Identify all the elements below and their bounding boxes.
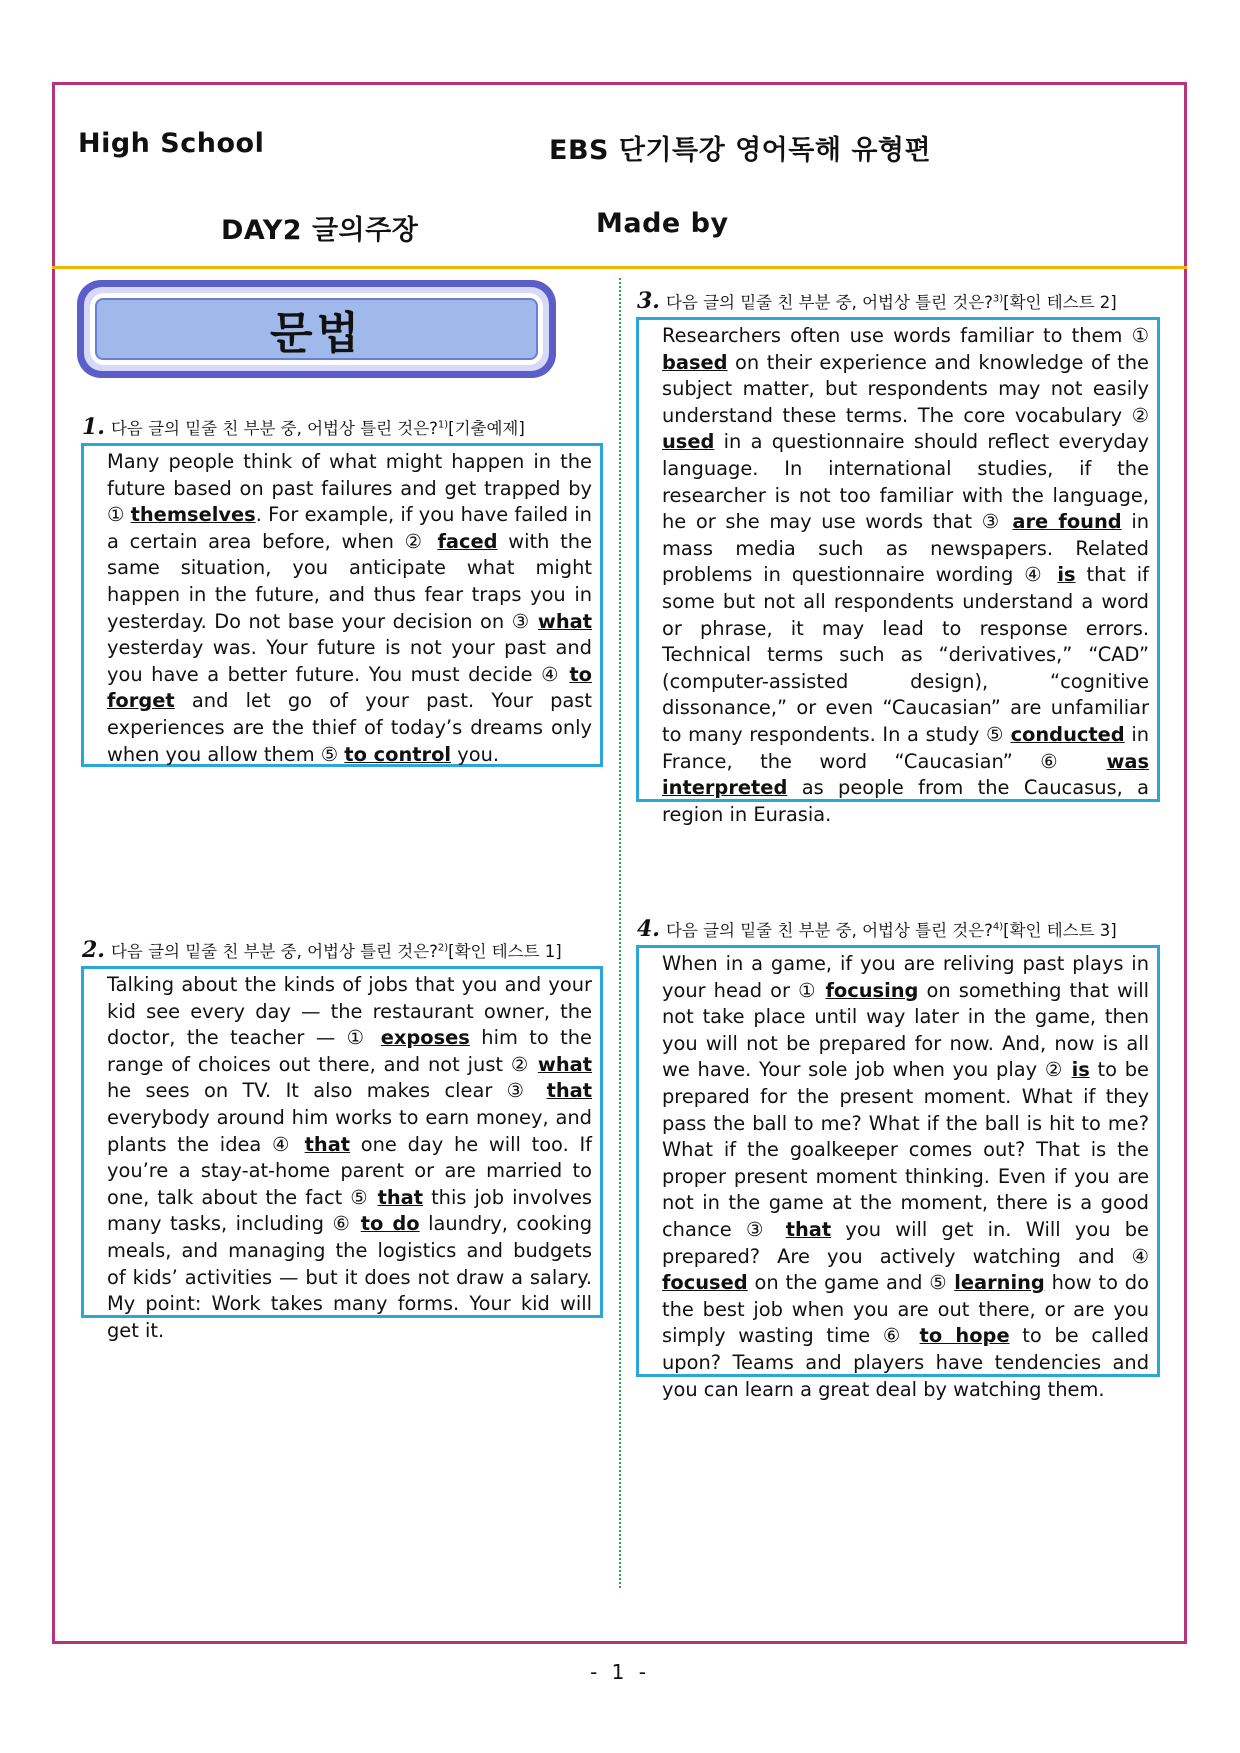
underlined-choice: that: [546, 1079, 592, 1103]
question-2-passage: [81, 966, 603, 1342]
question-prompt: 다음 글의 밑줄 친 부분 중, 어법상 틀린 것은?: [110, 942, 438, 961]
question-source: [기출예제]: [448, 419, 525, 438]
passage-segment: When in a game, if you are reliving past plays in your head or ①: [662, 952, 1149, 1002]
section-title: 문법: [95, 298, 538, 360]
page-number: - 1 -: [590, 1660, 650, 1684]
passage-segment: with the same situation, you anticipate what might happen in the future, and thus fear traps you in yesterday. Do not base your decision on ③: [107, 529, 592, 633]
underlined-choice: that: [304, 1132, 351, 1156]
passage-segment: . For example, if you have failed in a certain area before, when ②: [107, 503, 592, 553]
underlined-choice: to hope: [919, 1324, 1010, 1348]
underlined-choice: is: [1057, 563, 1076, 587]
passage-segment: on something that will not take place until way later in the game, then you will not be prepared for now. And, now is all we have. Your sole job when you play ②: [662, 978, 1149, 1082]
underlined-choice: that: [377, 1185, 424, 1209]
footnote-marker: 4): [992, 921, 1004, 933]
underlined-choice: that: [785, 1217, 832, 1241]
underlined-choice: faced: [437, 529, 498, 553]
question-prompt: 다음 글의 밑줄 친 부분 중, 어법상 틀린 것은?: [665, 293, 993, 312]
question-prompt: 다음 글의 밑줄 친 부분 중, 어법상 틀린 것은?: [665, 921, 993, 940]
passage-segment: Researchers often use words familiar to them ①: [662, 324, 1149, 347]
made-by-label: Made by: [596, 208, 729, 239]
passage-text: [94, 449, 592, 768]
underlined-choice: learning: [954, 1271, 1045, 1295]
underlined-choice: to control: [344, 742, 452, 766]
passage-segment: in France, the word “Caucasian” ⑥: [662, 722, 1150, 773]
passage-segment: this job involves many tasks, including ⑥: [107, 1185, 592, 1236]
question-prompt: 다음 글의 밑줄 친 부분 중, 어법상 틀린 것은?: [110, 419, 438, 438]
question-1-label: [82, 414, 525, 440]
passage-segment: that if some but not all respondents understand a word or phrase, it may lead to response errors. Technical terms such as “derivatives,” “CAD” (computer-assisted design), “cognitive dissonance,” or even “Caucasian” are unfamiliar to many respondents. In a study ⑤: [662, 563, 1150, 746]
passage-segment: how to do the best job when you are out there, or are you simply wasting time ⑥: [662, 1271, 1149, 1348]
underlined-choice: what: [537, 609, 592, 633]
passage-segment: you will get in. Will you be prepared? Are you actively watching and ④: [662, 1217, 1149, 1268]
underlined-choice: focused: [662, 1271, 748, 1295]
question-4-passage: [636, 945, 1160, 1401]
footnote-marker: 1): [437, 419, 449, 431]
question-3-passage: [636, 317, 1160, 826]
passage-segment: in a questionnaire should reflect everyday language. In international studies, if the researcher is not too familiar with the language, he or she may use words that ③: [662, 430, 1149, 534]
question-number: 4.: [637, 916, 660, 942]
underlined-choice: themselves: [130, 503, 256, 527]
question-3-label: [637, 288, 1117, 314]
passage-segment: as people from the Caucasus, a region in Eurasia.: [662, 776, 1149, 826]
underlined-choice: to do: [360, 1212, 420, 1236]
passage-segment: everybody around him works to earn money, and plants the idea ④: [107, 1105, 592, 1156]
school-label: High School: [78, 128, 265, 159]
day-topic: DAY2 글의주장: [221, 215, 419, 246]
underlined-choice: was interpreted: [662, 749, 1149, 800]
underlined-choice: are found: [1012, 510, 1122, 534]
question-4-label: [637, 916, 1117, 942]
passage-segment: you.: [451, 742, 500, 766]
passage-segment: Many people think of what might happen in the future based on past failures and get trapped by ①: [107, 450, 592, 527]
passage-segment: on their experience and knowledge of the subject matter, but respondents may not easily understand these terms. The core vocabulary ②: [662, 350, 1149, 427]
question-source: [확인 테스트 2]: [1003, 293, 1117, 312]
question-number: 1.: [82, 414, 105, 440]
underlined-choice: based: [662, 350, 728, 374]
underlined-choice: conducted: [1010, 722, 1125, 746]
book-title: EBS 단기특강 영어독해 유형편: [549, 135, 932, 166]
passage-text: [94, 972, 592, 1344]
passage-segment: in mass media such as newspapers. Related problems in questionnaire wording ④: [662, 510, 1150, 587]
underlined-choice: to forget: [107, 662, 592, 713]
column-divider: [619, 278, 621, 1588]
passage-segment: him to the range of choices out there, and not just ②: [107, 1026, 592, 1076]
question-1-passage: [81, 443, 603, 767]
underlined-choice: exposes: [380, 1026, 470, 1050]
question-number: 2.: [82, 937, 105, 963]
section-banner: [77, 280, 556, 378]
passage-segment: he sees on TV. It also makes clear ③: [107, 1079, 547, 1103]
header-divider: [52, 266, 1187, 269]
passage-segment: to be prepared for the present moment. What if they pass the ball to me? What if the ball is hit to me? What if the goalkeeper comes out? That is the proper present moment thinking. Even if you are not in the game at the moment, there is a good chance ③: [662, 1058, 1149, 1241]
passage-segment: on the game and ⑤: [747, 1271, 955, 1295]
question-2-label: [82, 937, 562, 963]
footnote-marker: 2): [437, 942, 449, 954]
question-source: [확인 테스트 1]: [448, 942, 562, 961]
underlined-choice: used: [662, 430, 715, 454]
question-source: [확인 테스트 3]: [1003, 921, 1117, 940]
underlined-choice: what: [537, 1052, 592, 1076]
footnote-marker: 3): [992, 293, 1004, 305]
question-number: 3.: [637, 288, 660, 314]
passage-segment: yesterday was. Your future is not your past and you have a better future. You must decide ④: [107, 636, 592, 686]
passage-text: [649, 951, 1149, 1403]
passage-segment: laundry, cooking meals, and managing the logistics and budgets of kids’ activities — but it does not draw a salary. My point: Work takes many forms. Your kid will get it.: [107, 1212, 593, 1342]
underlined-choice: focusing: [825, 978, 919, 1002]
underlined-choice: is: [1071, 1058, 1090, 1082]
passage-text: [649, 323, 1149, 828]
passage-segment: and let go of your past. Your past experiences are the thief of today’s dreams only when you allow them ⑤: [107, 689, 592, 766]
passage-segment: to be called upon? Teams and players have tendencies and you can learn a great deal by watching them.: [662, 1324, 1149, 1401]
passage-segment: Talking about the kinds of jobs that you and your kid see every day — the restaurant owner, the doctor, the teacher — ①: [107, 973, 592, 1050]
passage-segment: one day he will too. If you’re a stay-at-home parent or are married to one, talk about the fact ⑤: [107, 1132, 592, 1209]
